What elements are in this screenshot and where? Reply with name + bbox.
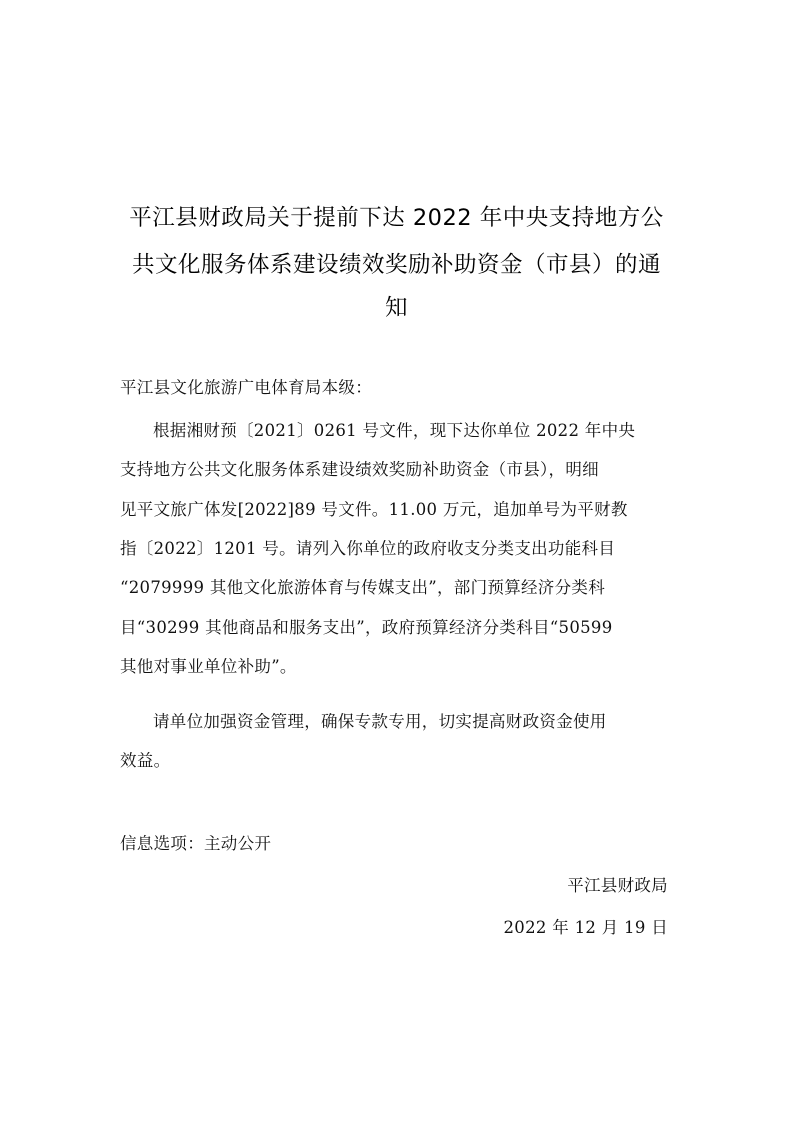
disclosure-option: 信息选项：主动公开: [120, 834, 272, 853]
paragraph-1-line-7: 其他对事业单位补助”。: [120, 657, 297, 676]
issue-date: 2022 年 12 月 19 日: [503, 918, 668, 937]
paragraph-1-line-6: 目“30299 其他商品和服务支出”，政府预算经济分类科目“50599: [120, 618, 613, 637]
paragraph-2-line-2: 效益。: [120, 751, 171, 770]
paragraph-1-line-4: 指〔2022〕1201 号。请列入你单位的政府收支分类支出功能科目: [120, 539, 616, 558]
paragraph-1-line-3: 见平文旅广体发[2022]89 号文件。11.00 万元，追加单号为平财教: [120, 500, 628, 519]
issuer-name: 平江县财政局: [567, 876, 668, 895]
salutation: 平江县文化旅游广电体育局本级：: [120, 378, 372, 397]
paragraph-1-line-2: 支持地方公共文化服务体系建设绩效奖励补助资金（市县），明细: [120, 460, 599, 479]
document-title-line-3: 知: [384, 295, 408, 321]
document-title-line-2: 共文化服务体系建设绩效奖励补助资金（市县）的通: [131, 252, 661, 278]
paragraph-1-line-1: 根据湘财预〔2021〕0261 号文件，现下达你单位 2022 年中央: [153, 421, 636, 440]
paragraph-2-line-1: 请单位加强资金管理，确保专款专用，切实提高财政资金使用: [153, 712, 607, 731]
document-title-line-1: 平江县财政局关于提前下达 2022 年中央支持地方公: [129, 205, 664, 231]
paragraph-1-line-5: “2079999 其他文化旅游体育与传媒支出”，部门预算经济分类科: [120, 578, 605, 597]
